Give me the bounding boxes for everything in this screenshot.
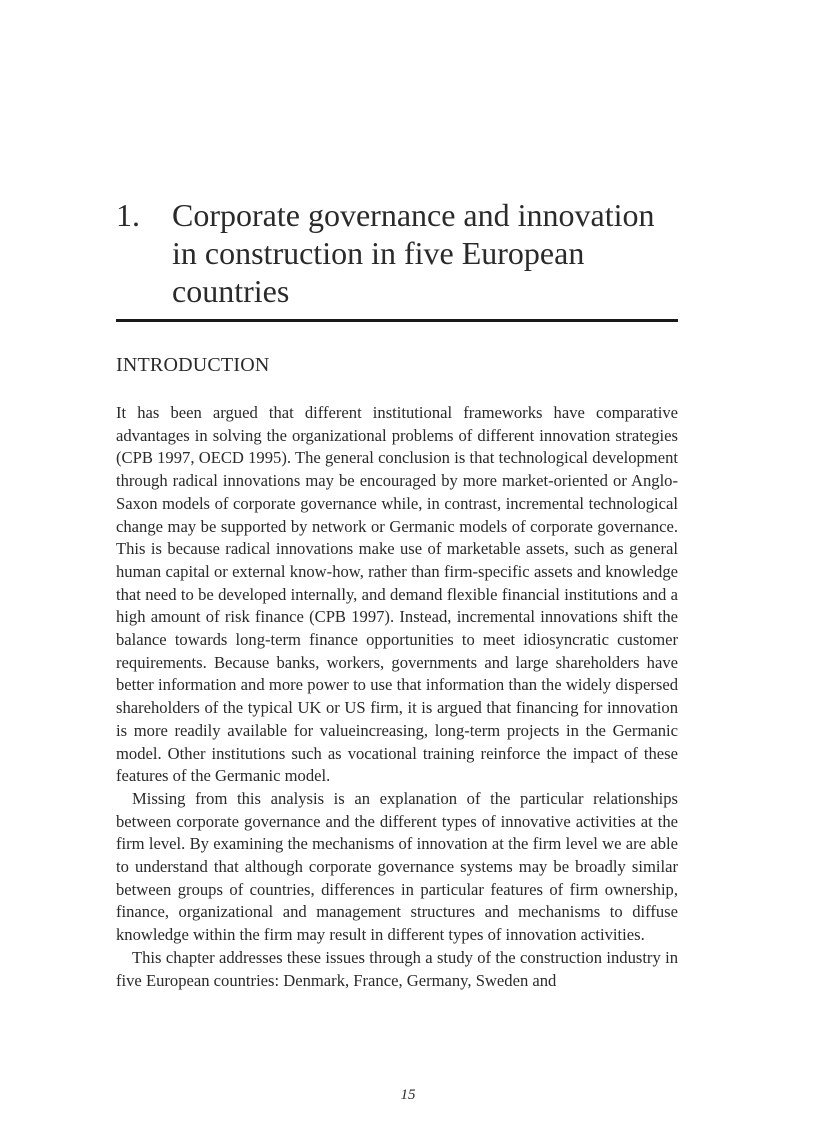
paragraph-1: It has been argued that different institutional frameworks have comparative advantages in solving the organizational problems of different innovation strategies (CPB 1997, OECD 1995). The general conclusion is that technological development through radical innovations may be encouraged by more market-oriented or Anglo-Saxon models of corporate governance while, in contrast, incremental technological change may be supported by network or Germanic models of corporate governance. This is because radical innovations make use of marketable assets, such as general human capital or external know-how, rather than firm-specific assets and knowledge that need to be developed internally, and demand flexible financial institutions and a high amount of risk finance (CPB 1997). Instead, incremental innovations shift the balance towards long-term finance opportunities to meet idiosyncratic customer requirements. Because banks, workers, governments and large shareholders have better information and more power to use that information than the widely dispersed shareholders of the typical UK or US firm, it is argued that financing for innovation is more readily available for valueincreasing, long-term projects in the Germanic model. Other institutions such as vocational training reinforce the impact of these features of the Germanic model. [116,403,678,786]
paragraph-2: Missing from this analysis is an explanation of the particular relationships between corporate governance and the different types of innovative activities at the firm level. By examining the mechanisms of innovation at the firm level we are able to understand that although corporate governance systems may be broadly similar between groups of countries, differences in particular features of firm ownership, finance, organizational and management structures and mechanisms to diffuse knowledge within the firm may result in different types of innovation activities. [116,788,678,945]
chapter-number: 1. [116,197,140,233]
title-rule [116,319,678,322]
section-heading: INTRODUCTION [116,354,270,376]
paragraph-3: This chapter addresses these issues through a study of the construction industry in five European countries: Denmark, France, Germany, Sweden and [116,947,678,990]
page-number: 15 [400,1087,416,1103]
chapter-title: Corporate governance and innovation in construction in five European countries [172,197,655,309]
chapter-heading [116,196,678,310]
body-text [116,402,678,992]
